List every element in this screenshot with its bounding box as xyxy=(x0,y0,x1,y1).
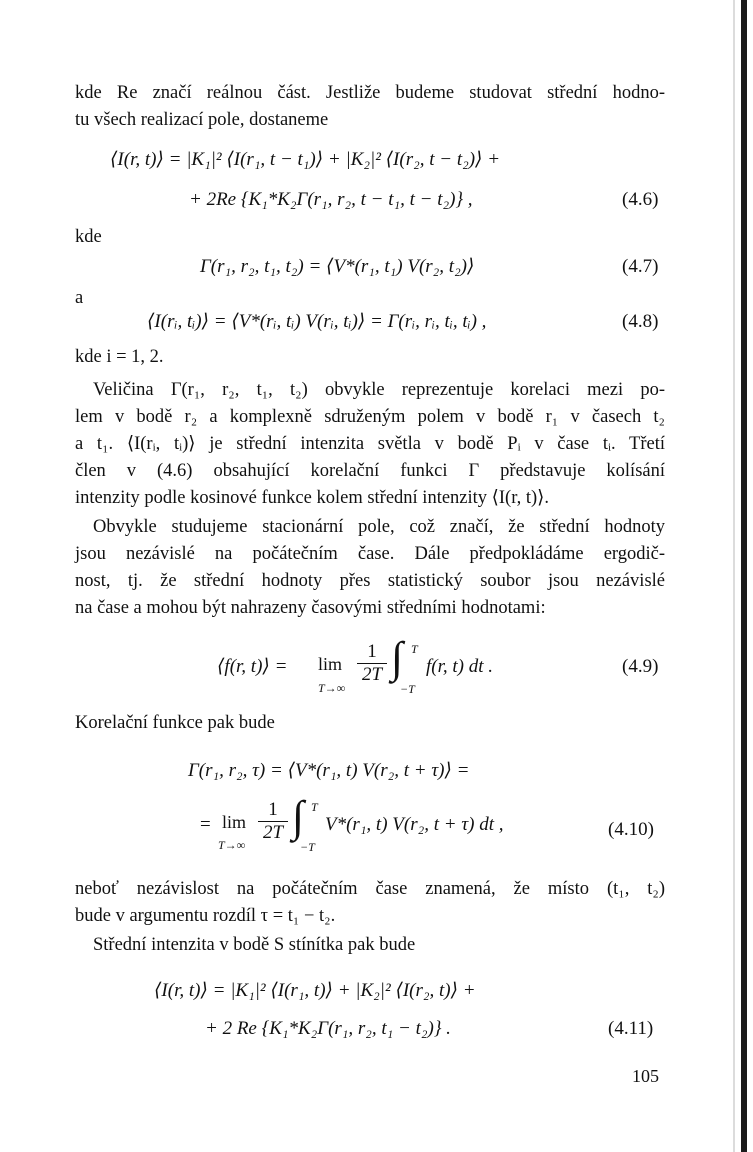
fraction-denominator: 2T xyxy=(357,663,387,686)
equation-number: (4.8) xyxy=(622,311,659,332)
text-line: lem v bodě r₂ a komplexně sdruženým polem v bodě r₁ v časech t₂ xyxy=(75,407,665,427)
fraction xyxy=(258,799,288,844)
text-line: kde Re značí reálnou část. Jestliže budeme studovat střední hodno- xyxy=(75,83,665,103)
stredni-text: Střední intenzita v bodě S stínítka pak bude xyxy=(93,935,416,955)
equation-4-11-line-1: ⟨I(r, t)⟩ = |K₁|² ⟨I(r₁, t)⟩ + |K₂|² ⟨I(r₂, t)⟩ + xyxy=(154,980,476,1001)
equation-number: (4.9) xyxy=(622,656,659,677)
integral-upper-limit: T xyxy=(311,800,318,814)
text-line: nost, tj. že střední hodnoty přes statistický soubor jsou nezávislé xyxy=(75,571,665,591)
equation-number: (4.11) xyxy=(608,1018,654,1039)
integral-sign: ∫ xyxy=(391,633,404,682)
fraction-numerator: 1 xyxy=(367,641,377,662)
a-label: a xyxy=(75,288,84,308)
fraction-denominator: 2T xyxy=(258,821,288,844)
integral-upper-limit: T xyxy=(411,642,418,656)
integrand: f(r, t) dt . xyxy=(426,656,494,677)
velicina-paragraph xyxy=(75,377,665,512)
text-line: intenzity podle kosinové funkce kolem střední intenzity ⟨I(r, t)⟩. xyxy=(75,488,550,508)
integral-lower-limit: −T xyxy=(300,840,315,854)
limit-subscript: T→∞ xyxy=(318,681,346,695)
kde-i-text: kde i = 1, 2. xyxy=(75,347,164,367)
page-number: 105 xyxy=(632,1066,659,1086)
text-line: na čase a mohou být nahrazeny časovými středními hodnotami: xyxy=(75,598,546,618)
equation-number: (4.7) xyxy=(622,256,659,277)
equation-number: (4.10) xyxy=(608,819,654,840)
equation-4-8: ⟨I(rᵢ, tᵢ)⟩ = ⟨V*(rᵢ, tᵢ) V(rᵢ, tᵢ)⟩ = Γ(rᵢ, rᵢ, tᵢ, tᵢ) , xyxy=(147,311,487,332)
equation-4-6-line-2: + 2Re {K₁*K₂Γ(r₁, r₂, t − t₁, t − t₂)} , xyxy=(189,189,473,210)
equation-4-6-line-1: ⟨I(r, t)⟩ = |K₁|² ⟨I(r₁, t − t₁)⟩ + |K₂|² ⟨I(r₂, t − t₂)⟩ + xyxy=(110,149,501,170)
equation-4-9-lhs: ⟨f(r, t)⟩ = xyxy=(217,656,288,677)
text-line: neboť nezávislost na počátečním čase znamená, že místo (t₁, t₂) xyxy=(75,879,665,899)
binding-edge xyxy=(741,0,747,1152)
integral-lower-limit: −T xyxy=(400,682,415,696)
binding-shadow xyxy=(733,0,735,1152)
limit-operator: lim xyxy=(318,654,343,674)
text-line: tu všech realizací pole, dostaneme xyxy=(75,110,329,130)
intro-paragraph xyxy=(75,80,665,134)
text-line: bude v argumentu rozdíl τ = t₁ − t₂. xyxy=(75,906,336,926)
fraction xyxy=(357,641,387,686)
korelacni-text: Korelační funkce pak bude xyxy=(75,713,275,733)
equation-number: (4.6) xyxy=(622,189,659,210)
equals-sign: = xyxy=(200,814,211,835)
limit-operator: lim xyxy=(222,812,247,832)
text-line: Obvykle studujeme stacionární pole, což značí, že střední hodnoty xyxy=(93,517,665,537)
text-line: jsou nezávislé na počátečním čase. Dále předpokládáme ergodič- xyxy=(75,544,665,564)
nebot-paragraph xyxy=(75,876,665,930)
fraction-numerator: 1 xyxy=(268,799,278,820)
text-line: člen v (4.6) obsahující korelační funkci Γ představuje kolísání xyxy=(75,461,665,481)
equation-4-10-line-1: Γ(r₁, r₂, τ) = ⟨V*(r₁, t) V(r₂, t + τ)⟩ = xyxy=(188,760,470,781)
kde-label: kde xyxy=(75,227,102,247)
text-line: Veličina Γ(r₁, r₂, t₁, t₂) obvykle reprezentuje korelaci mezi po- xyxy=(93,380,665,400)
integral-sign: ∫ xyxy=(292,792,305,841)
obvykle-paragraph xyxy=(75,514,665,622)
equation-4-7: Γ(r₁, r₂, t₁, t₂) = ⟨V*(r₁, t₁) V(r₂, t₂)⟩ xyxy=(200,256,475,277)
integrand: V*(r₁, t) V(r₂, t + τ) dt , xyxy=(325,814,504,835)
text-line: a t₁. ⟨I(rᵢ, tᵢ)⟩ je střední intenzita světla v bodě Pᵢ v čase tᵢ. Třetí xyxy=(75,434,665,454)
limit-subscript: T→∞ xyxy=(218,838,246,852)
equation-4-11-line-2: + 2 Re {K₁*K₂Γ(r₁, r₂, t₁ − t₂)} . xyxy=(205,1018,451,1039)
